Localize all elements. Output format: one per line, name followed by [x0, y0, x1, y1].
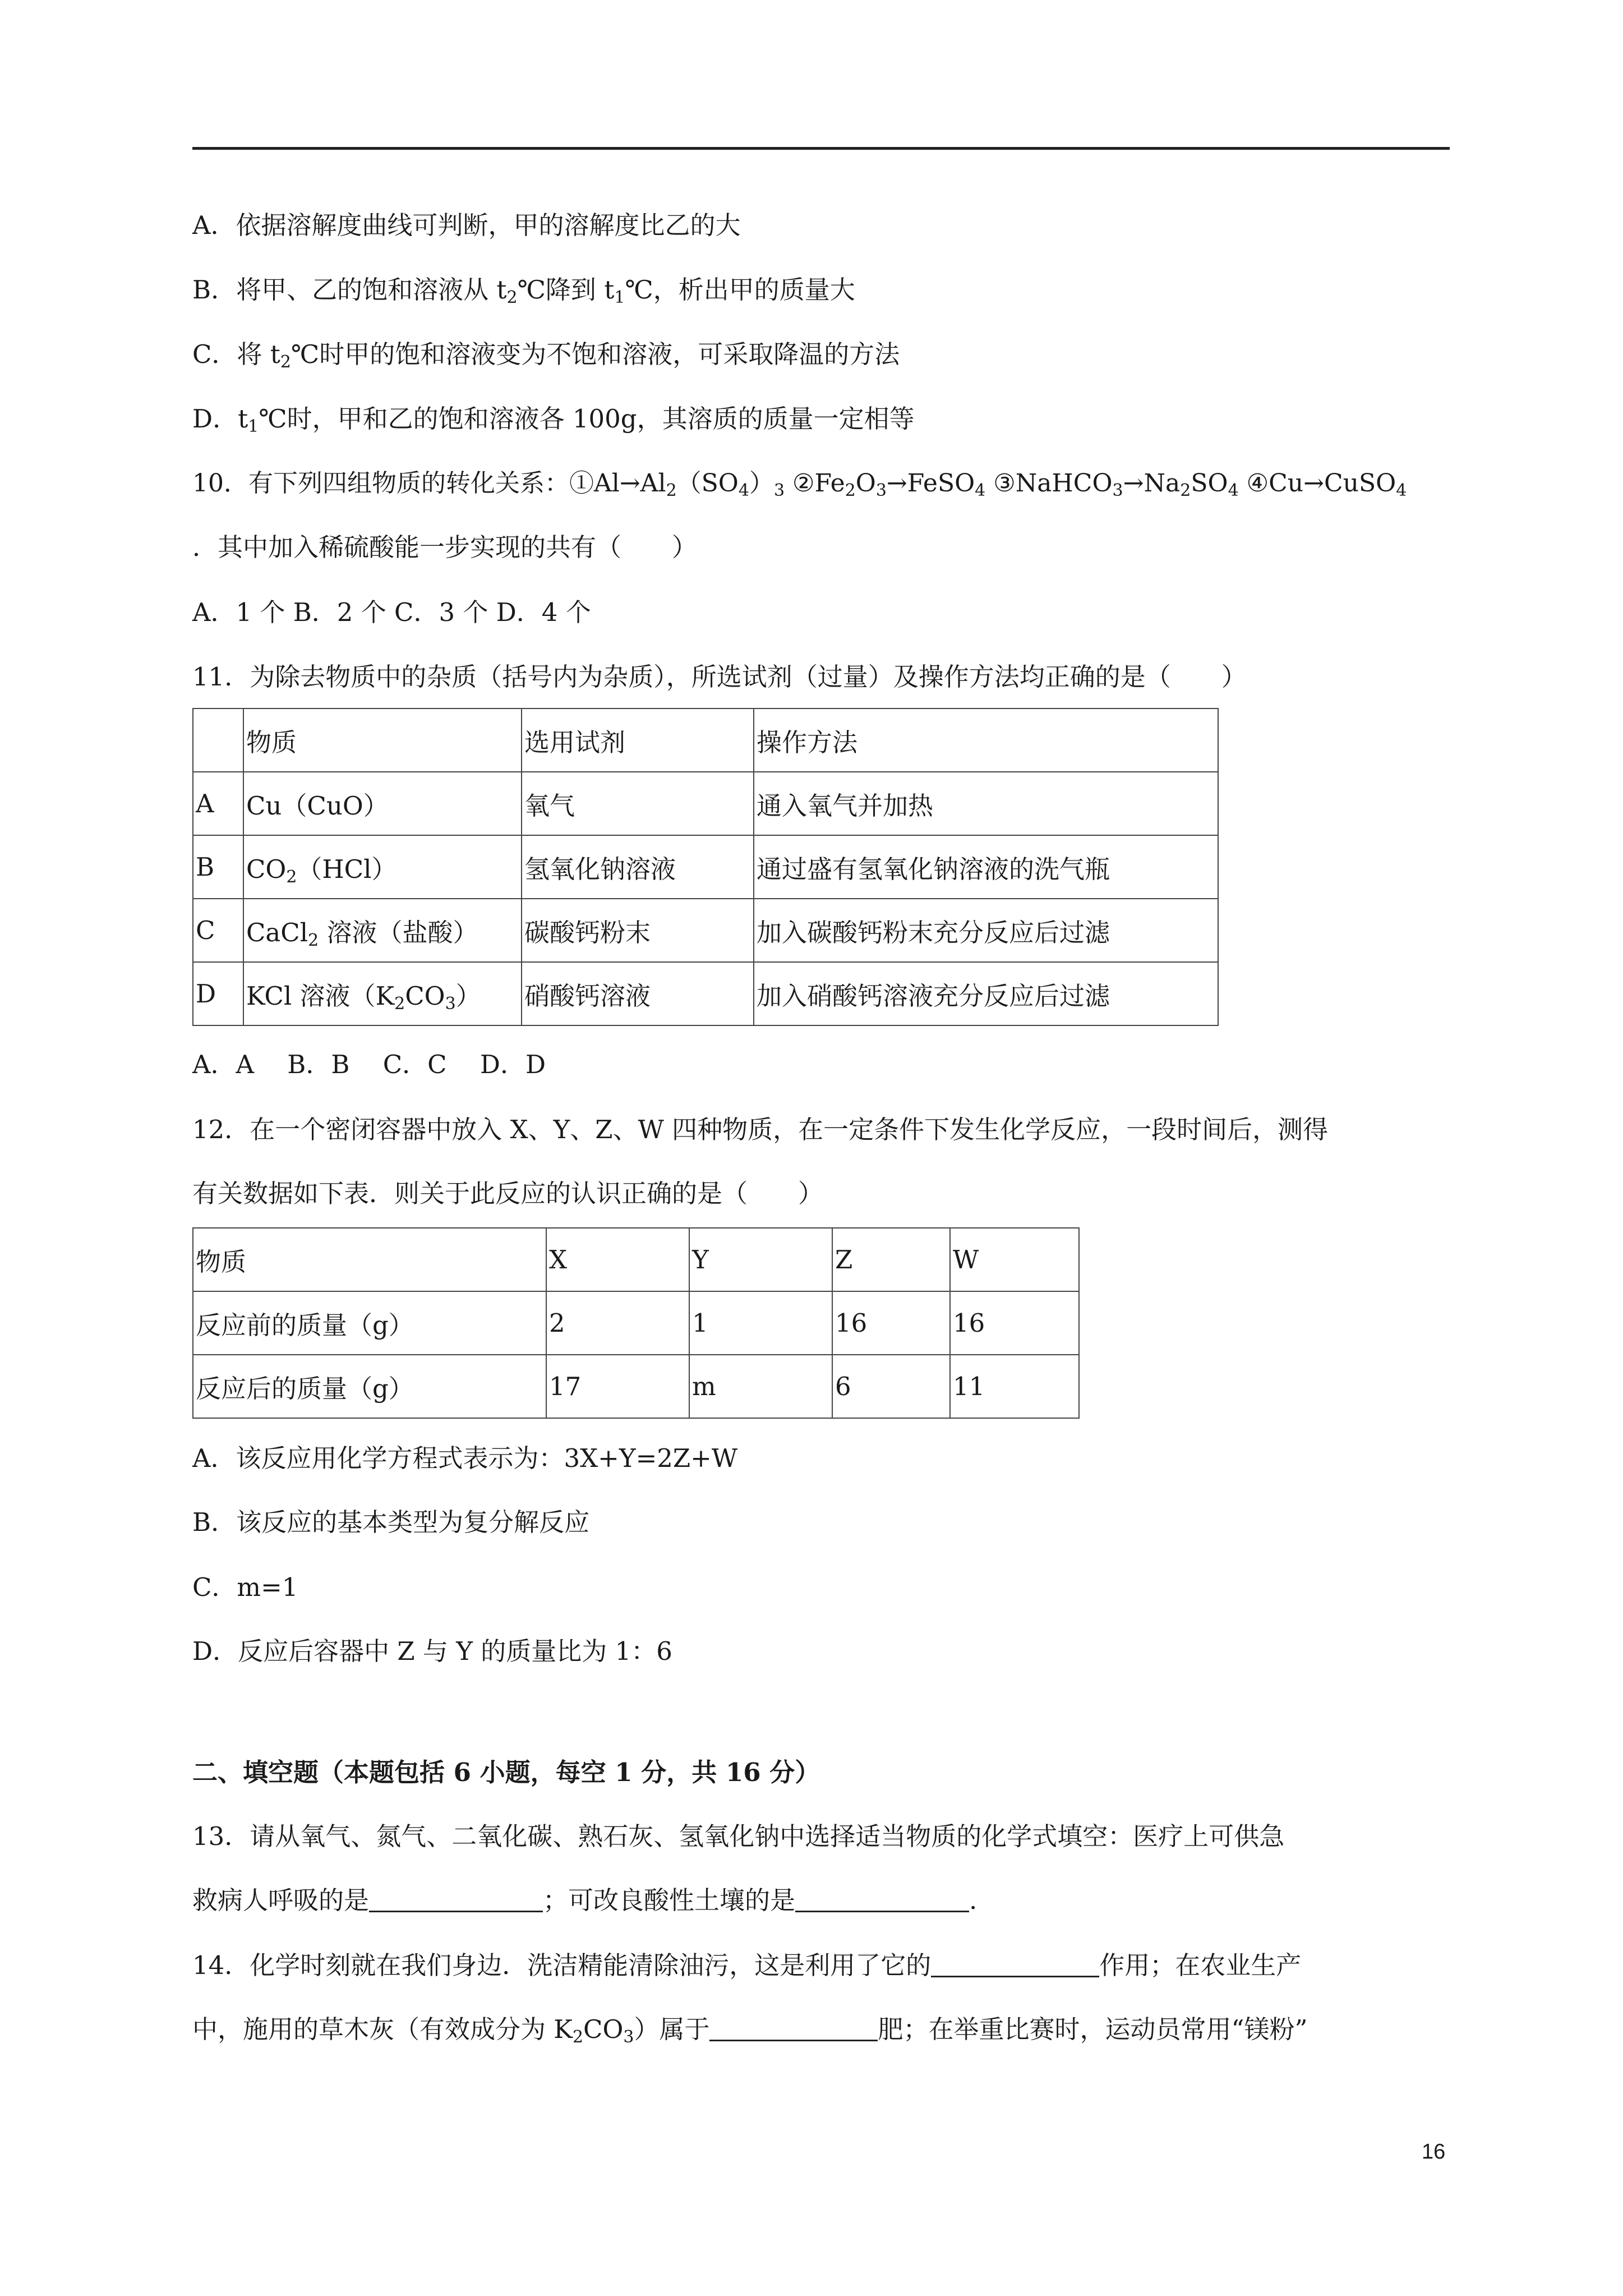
table-header: 选用试剂 — [522, 708, 754, 772]
header-rule — [192, 147, 1450, 150]
table-row — [193, 962, 1218, 1025]
table-cell: 通过盛有氢氧化钠溶液的洗气瓶 — [754, 835, 1218, 899]
table-cell: B — [193, 835, 243, 899]
table-cell: 氧气 — [522, 772, 754, 835]
q12-option-a: A．该反应用化学方程式表示为：3X+Y=2Z+W — [192, 1443, 738, 1473]
table-cell: 氢氧化钠溶液 — [522, 835, 754, 899]
q9-option-b: B．将甲、乙的饱和溶液从 $t_2℃$降到 $t_1℃$，析出甲的质量大 — [192, 275, 855, 307]
table-cell: 通入氧气并加热 — [754, 772, 1218, 835]
table-cell: 碳酸钙粉末 — [522, 899, 754, 962]
answer-blank[interactable] — [931, 1949, 1099, 1977]
table-cell: Cu（CuO） — [243, 772, 522, 835]
section-heading: 二、填空题（本题包括 6 小题，每空 1 分，共 16 分） — [192, 1757, 820, 1787]
table-header: 物质 — [243, 708, 522, 772]
table-row — [193, 708, 1218, 772]
table-cell: D — [193, 962, 243, 1025]
table-header: Z — [832, 1228, 950, 1291]
q12-option-b: B．该反应的基本类型为复分解反应 — [192, 1507, 590, 1537]
q12-stem-line2: 有关数据如下表．则关于此反应的认识正确的是（ ） — [192, 1179, 824, 1208]
q12-option-c: C．m=1 — [192, 1572, 298, 1602]
page-number: 16 — [1422, 2140, 1446, 2164]
q9-option-a: A．依据溶解度曲线可判断，甲的溶解度比乙的大 — [192, 210, 741, 240]
answer-blank[interactable] — [709, 2013, 878, 2041]
table-header: Y — [689, 1228, 832, 1291]
q14-stem-line1: 14．化学时刻就在我们身边．洗洁精能清除油污，这是利用了它的 作用；在农业生产 — [192, 1949, 1301, 1982]
table-cell: 反应后的质量（g） — [193, 1355, 546, 1418]
table-header: 物质 — [193, 1228, 546, 1291]
table-header: X — [546, 1228, 689, 1291]
table-cell: A — [193, 772, 243, 835]
table-cell: CaCl$_2$ 溶液（盐酸） — [243, 899, 522, 962]
q11-table — [192, 708, 1219, 1026]
table-row — [193, 1291, 1079, 1355]
q14-stem-line2: 中，施用的草木灰（有效成分为 $K_2CO_3$）属于 肥；在举重比赛时，运动员常用“镁粉” — [192, 2013, 1307, 2046]
q12-option-d: D．反应后容器中 Z 与 Y 的质量比为 1：6 — [192, 1636, 672, 1666]
table-cell: 加入碳酸钙粉末充分反应后过滤 — [754, 899, 1218, 962]
table-cell: 17 — [546, 1355, 689, 1418]
answer-blank[interactable] — [795, 1884, 969, 1912]
table-row — [193, 772, 1218, 835]
table-row — [193, 899, 1218, 962]
q13-stem-line1: 13．请从氧气、氮气、二氧化碳、熟石灰、氢氧化钠中选择适当物质的化学式填空：医疗上可供急 — [192, 1821, 1285, 1851]
table-cell: 加入硝酸钙溶液充分反应后过滤 — [754, 962, 1218, 1025]
table-cell: 反应前的质量（g） — [193, 1291, 546, 1355]
q10-options: A．1 个 B．2 个 C．3 个 D．4 个 — [192, 597, 591, 627]
table-cell: 硝酸钙溶液 — [522, 962, 754, 1025]
table-row — [193, 835, 1218, 899]
table-cell: $CO_2(HCl)$ — [243, 835, 522, 899]
table-row — [193, 1228, 1079, 1291]
q9-option-c: C．将 $t_2℃$时甲的饱和溶液变为不饱和溶液，可采取降温的方法 — [192, 339, 900, 372]
q12-stem-line1: 12．在一个密闭容器中放入 X、Y、Z、W 四种物质，在一定条件下发生化学反应，一段时间后，测得 — [192, 1115, 1329, 1144]
table-row — [193, 1355, 1079, 1418]
table-cell: 1 — [689, 1291, 832, 1355]
table-header: W — [950, 1228, 1079, 1291]
table-cell — [193, 708, 243, 772]
q12-table — [192, 1227, 1080, 1419]
table-cell: 2 — [546, 1291, 689, 1355]
q10-stem-line2: ．其中加入稀硫酸能一步实现的共有（ ） — [192, 532, 698, 562]
table-cell: C — [193, 899, 243, 962]
table-cell: m — [689, 1355, 832, 1418]
answer-blank[interactable] — [369, 1884, 543, 1912]
table-cell: 11 — [950, 1355, 1079, 1418]
table-cell: 16 — [950, 1291, 1079, 1355]
q9-option-d: D．$t_1℃$时，甲和乙的饱和溶液各 100g，其溶质的质量一定相等 — [192, 404, 915, 436]
table-cell: 16 — [832, 1291, 950, 1355]
table-header: 操作方法 — [754, 708, 1218, 772]
q13-stem-line2: 救病人呼吸的是 ；可改良酸性土壤的是 . — [192, 1884, 977, 1917]
table-cell: 6 — [832, 1355, 950, 1418]
q11-stem: 11．为除去物质中的杂质（括号内为杂质），所选试剂（过量）及操作方法均正确的是（ ） — [192, 662, 1247, 692]
q10-stem-line1: 10．有下列四组物质的转化关系：$①Al\to Al_2(SO_4)_3$ $②Fe_2O_3\to FeSO_4$ $③NaHCO_3\to Na_2SO_4$ ④Cu→CuSO$_4$ — [192, 469, 1407, 500]
q11-options: A．A B．B C．C D．D — [192, 1050, 546, 1079]
table-cell: KCl 溶液$(K_2CO_3)$ — [243, 962, 522, 1025]
